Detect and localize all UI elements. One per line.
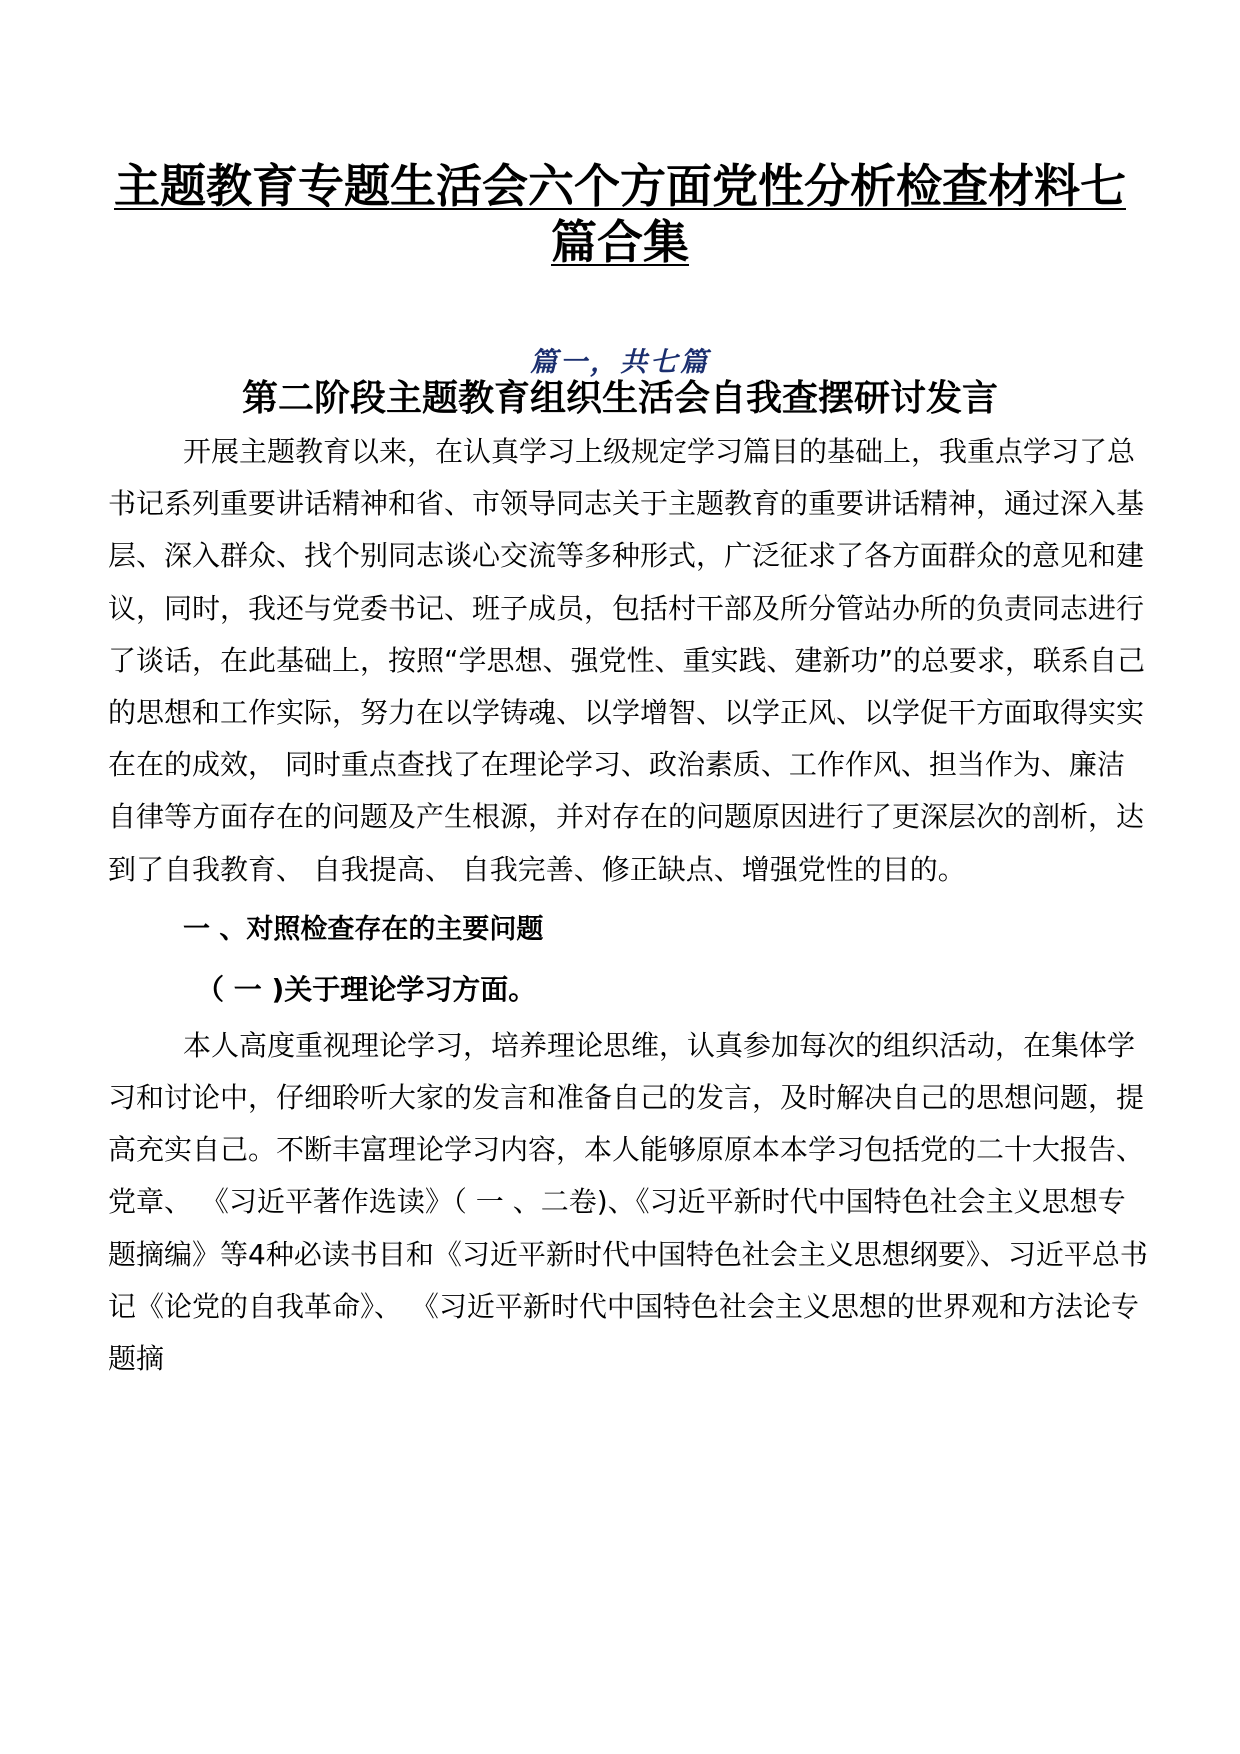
document-title-line-2: 篇合集 [551, 215, 689, 269]
part-label: 篇一，共七篇 [530, 347, 710, 378]
theory-study-paragraph: 本人高度重视理论学习，培养理论思维，认真参加每次的组织活动，在集体学习和讨论中，仔细聆听大家的发言和准备自己的发言，及时解决自己的思想问题，提高充实自己。不断丰富理论学习内容，本人能够原原本本学习包括党的二十大报告、党章、 《习近平著作选读》（ 一 、二卷)、《习近平新时代中国特色社会主义思想专题摘编》等4种必读书目和《习近平新时代中国特色社会主义思想纲要》、习近平总书记《论党的自我革命》、 《习近平新时代中国特色社会主义思想的世界观和方法论专题摘 [108, 1028, 1148, 1376]
document-title [100, 158, 1140, 270]
document-body [108, 426, 1148, 1385]
heading-theory-study: （ 一 )关于理论学习方面。 [196, 972, 537, 1006]
section-title: 第二阶段主题教育组织生活会自我查摆研讨发言 [241, 378, 998, 419]
heading-main-problems: 一 、对照检查存在的主要问题 [183, 913, 544, 945]
document-title-line-1: 主题教育专题生活会六个方面党性分析检查材料七 [114, 159, 1126, 213]
intro-paragraph: 开展主题教育以来，在认真学习上级规定学习篇目的基础上，我重点学习了总书记系列重要讲话精神和省、市领导同志关于主题教育的重要讲话精神，通过深入基层、深入群众、找个别同志谈心交流等多种形式，广泛征求了各方面群众的意见和建议，同时，我还与党委书记、班子成员，包括村干部及所分管站办所的负责同志进行了谈话，在此基础上，按照“学思想、强党性、重实践、建新功”的总要求，联系自己的思想和工作实际，努力在以学铸魂、以学增智、以学正风、以学促干方面取得实实在在的成效， 同时重点查找了在理论学习、政治素质、工作作风、担当作为、廉洁自律等方面存在的问题及产生根源，并对存在的问题原因进行了更深层次的剖析，达到了自我教育、 自我提高、 自我完善、修正缺点、增强党性的目的。 [108, 435, 1146, 886]
